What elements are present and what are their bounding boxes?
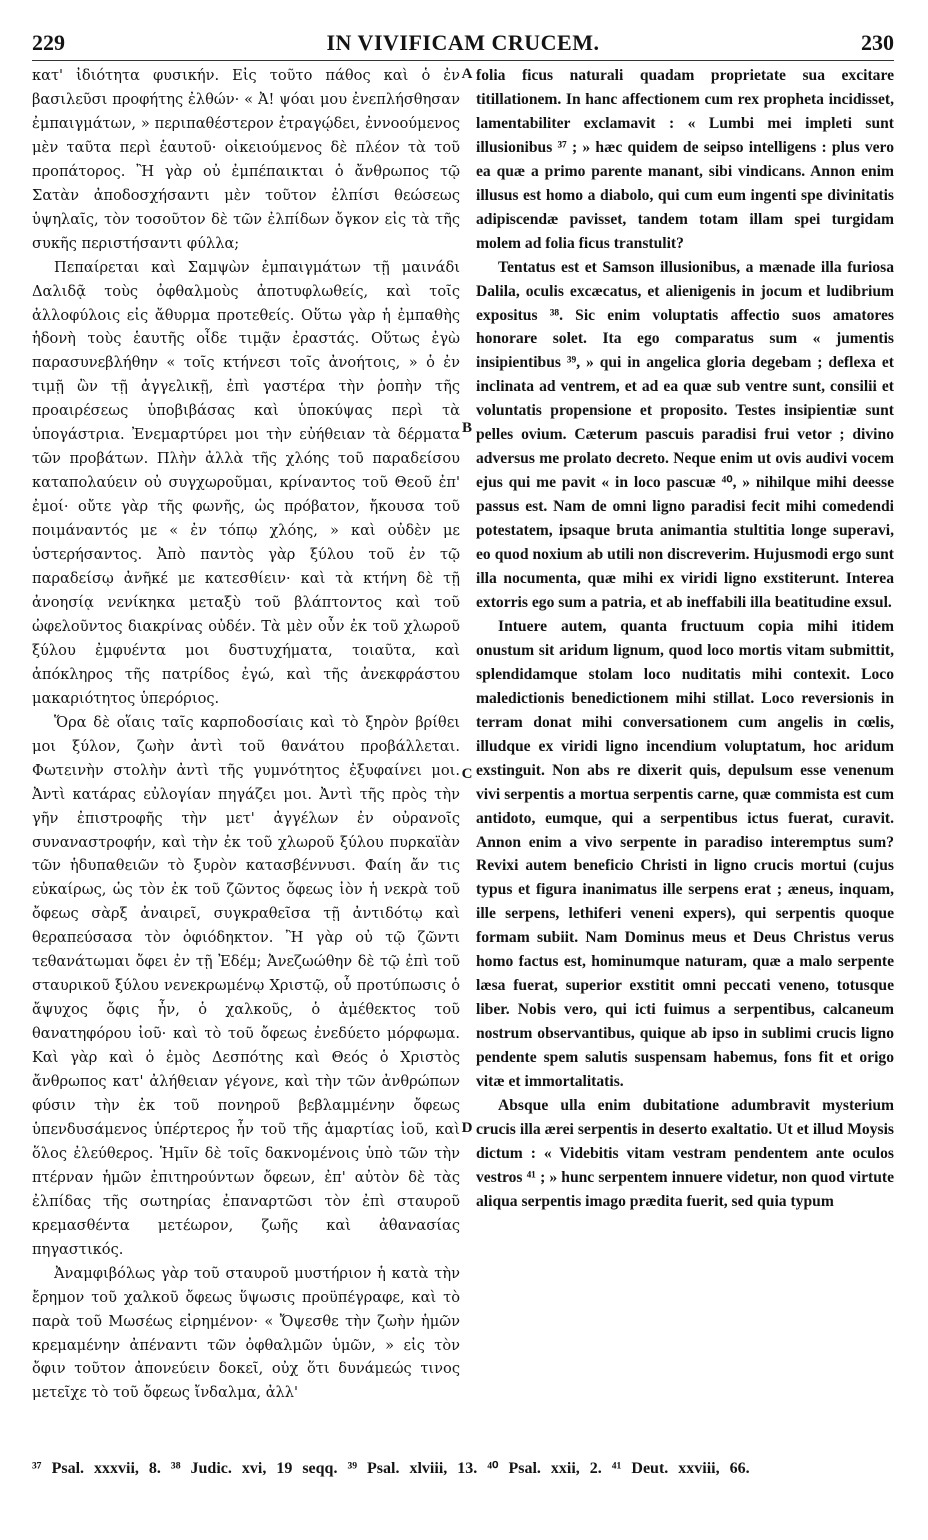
running-title: IN VIVIFICAM CRUCEM.	[326, 30, 600, 55]
running-header	[32, 30, 894, 58]
latin-paragraph: folia ficus naturali quadam proprietate sua excitare titillationem. In hanc affectionem cum rex propheta incidisset, lamentabiliter exclamavit : « Lumbi mei impleti sunt illusionibus ³⁷ ; » hæc quidem de seipso intelligens : plus vero ea quæ a primo parente manant, sibi vindicans. Annon enim illusus est homo a diabolo, qui cum eum ingenti spe divinitatis adipiscendæ pavisset, tandem totam illam spei turgidam molem ad folia ficus transtulit?	[476, 67, 894, 252]
footnotes: ³⁷ Psal. xxxvii, 8. ³⁸ Judic. xvi, 19 seqq. ³⁹ Psal. xlviii, 13. ⁴⁰ Psal. xxii, 2. ⁴¹ Deut. xxviii, 66.	[32, 1460, 750, 1477]
page-number-left: 229	[32, 30, 65, 55]
latin-paragraph: Tentatus est et Samson illusionibus, a mænade illa furiosa Dalila, oculis excæcatus, et alienigenis in jocum et ludibrium expositus ³⁸. Sic enim voluptatis affectio suos amatores honorare solet. Ita ego comparatus sum « jumentis insipientibus ³⁹, » qui in angelica gloria degebam ; deflexa et inclinata ad ventrem, et ad ea quæ sub ventre sunt, consilii et voluntatis propensione et proposito. Testes insipientiæ sunt pelles ovium. Cæterum pascuis paradisi frui vetor ; divino adversus me prolato decreto. Neque enim ut ovis audivi vocem ejus qui me pavit « in loco pascuæ ⁴⁰, » nihilque mihi deesse passus est. Nam de omni ligno paradisi fecit mihi comedendi potestatem, ipsaque bruta animantia stultitia longe superavi, eo quod noxium ab utili non discreverim. Hujusmodi ergo sunt illa nocumenta, quæ mihi ex viridi ligno exstiterunt. Interea extorris ego sum a patria, et ab ineffabili illa beatitudine exsul.	[476, 258, 894, 611]
section-marker-b: B	[461, 420, 472, 436]
section-marker-c: C	[461, 766, 473, 782]
greek-paragraph: Ἀναμφιβόλως γὰρ τοῦ σταυροῦ μυστήριον ἡ κατὰ τὴν ἔρημον τοῦ χαλκοῦ ὄφεως ὕψωσις προϋπέγραφε, καὶ τὸ παρὰ τοῦ Μωσέως εἰρημένον· « Ὄψεσθε τὴν ζωὴν ἡμῶν κρεμαμένην ἀπέναντι τῶν ὀφθαλμῶν ὑμῶν, » εἰς τὸν ὄφιν τοῦτον ἀπονεύειν δοκεῖ, οὐχ ὅτι δυνάμεώς τινος μετεῖχε τὸ τοῦ ὄφεως ἴνδαλμα, ἀλλ'	[32, 1264, 460, 1402]
page-number-right: 230	[861, 30, 894, 55]
latin-paragraph: Intuere autem, quanta fructuum copia mihi itidem onustum sit aridum lignum, quod loco mortis vitam submittit, splendidamque stolam loco nuditatis mihi contexit. Loco maledictionis benedictionem mihi stillat. Loco reversionis in terram donat mihi conversationem cum angelis in cœlis, illudque ex viridi ligno incendium voluptatum, hoc aridum exstinguit. Non abs re dixerit quis, depulsum esse venenum vivi serpentis a mortua serpentis carne, quæ commista est cum antidoto, eumque, qui a serpentibus ictus fuerat, curavit. Annon enim a vivo serpente in paradiso interemptus sum? Revixi autem beneficio Christi in ligno crucis mortui (cujus typus et figura inanimatus ille serpens erat ; æneus, inquam, ille serpens, lethiferi veneni expers), qui serpentis quoque formam subiit. Nam Dominus meus et Deus Christus verus homo factus est, hominumque naturam, quæ a malo serpente læsa fuerat, superior exstitit omni peccati veneno, totusque liber. Nobis vero, qui icti fuimus a serpentibus, calcaneum nostrum observantibus, quique ab ipso in sublimi crucis ligno pendente spem salutis suspensam habemus, fons fit et origo vitæ et immortalitatis.	[476, 617, 894, 1091]
latin-paragraph: Absque ulla enim dubitatione adumbravit mysterium crucis illa ærei serpentis in deserto exaltatio. Ut et illud Moysis dictum : « Videbitis vitam vestram pendentem ante oculos vestros ⁴¹ ; » hunc serpentem innuere videtur, non quod virtute aliqua serpentis imago prædita fuerit, sed quia typum	[476, 1096, 894, 1210]
section-marker-d: D	[461, 1120, 473, 1136]
section-marker-a: A	[461, 66, 473, 82]
greek-paragraph: Πεπαίρεται καὶ Σαμψὼν ἐμπαιγμάτων τῇ μαινάδι Δαλιδᾷ τοὺς ὀφθαλμοὺς ἀποτυφλωθείς, καὶ τοῖς ἀλλοφύλοις εἰς ἄθυρμα προτεθείς. Οὕτω γὰρ ἡ ἐμπαθὴς ἡδονὴ τοὺς ἑαυτῆς οἶδε τιμᾷν ἐραστάς. Οὕτως ἐγὼ παρασυνεβλήθην « τοῖς κτήνεσι τοῖς ἀνοήτοις, » ὁ ἐν τιμῇ ὢν τῇ ἀγγελικῇ, ἐπὶ γαστέρα τὴν ῥοπὴν τῆς προαιρέσεως ὑποβιβάσας καὶ ὑποκύψας περὶ τὰ ὑπογάστρια. Ἐνεμαρτύρει μοι τὴν εὐήθειαν τὰ δέρματα τῶν προβάτων. Πλὴν ἀλλὰ τῆς χλόης τοῦ παραδείσου καταπολαύειν οὐ συγχωροῦμαι, κρίναντος τοῦ Θεοῦ ἐπ' ἐμοί· οὔτε γὰρ τῆς φωνῆς, ὡς πρόβατον, ἤκουσα τοῦ ποιμάναντός με « ἐν τόπῳ χλόης, » καὶ οὐδὲν με ὑστερήσαντος. Ἀπὸ παντὸς γὰρ ξύλου τοῦ ἐν τῷ παραδείσῳ ἀνῆκέ με κατεσθίειν· καὶ τὰ κτήνη δὲ τῇ ἀνοησίᾳ νενίκηκα μεταξὺ τοῦ βλάπτοντος καὶ τοῦ ὠφελοῦντος διακρίνας οὐδέν. Τὰ μὲν οὖν ἐκ τοῦ χλωροῦ ξύλου ἐμφυέντα μοι δυστυχήματα, τοιαῦτα, καὶ ἀπόκληρος τῆς πατρίδος ἐγώ, καὶ τῆς ἀνεκφράστου μακαριότητος ὑπερόριος.	[32, 258, 460, 707]
header-rule	[32, 60, 894, 61]
greek-paragraph: Ὅρα δὲ οἵαις ταῖς καρποδοσίαις καὶ τὸ ξηρὸν βρίθει μοι ξύλον, ζωὴν ἀντὶ τοῦ θανάτου προβάλλεται. Φωτεινὴν στολὴν ἀντὶ τῆς γυμνότητος ἐξυφαίνει μοι. Ἀντὶ κατάρας εὐλογίαν πηγάζει μοι. Ἀντὶ τῆς πρὸς τὴν γῆν ἐπιστροφῆς τὴν μετ' ἀγγέλων ἐν οὐρανοῖς συναναστροφήν, καὶ τὴν ἐκ τοῦ χλωροῦ ξύλου πυρκαϊὰν τῶν ἡδυπαθειῶν τὸ ξυρὸν κατασβέννυσι. Φαίη ἄν τις εὐκαίρως, ὡς τὸν ἐκ τοῦ ζῶντος ὄφεως ἰὸν ἡ νεκρὰ τοῦ ὄφεως σὰρξ ἀναιρεῖ, συγκραθεῖσα τῇ ἀντιδότῳ καὶ θεραπεύσασα τὸν ὀφιόδηκτον. Ἢ γὰρ οὐ τῷ ζῶντι τεθανάτωμαι ὄφει ἐν τῇ Ἐδέμ; Ἀνεζωώθην δὲ τῷ ἐπὶ τοῦ σταυρικοῦ ξύλου νενεκρωμένῳ Χριστῷ, οὗ προτύπωσις ὁ ἄψυχος ὄφις ἦν, ὁ χαλκοῦς, ὁ ἀμέθεκτος τοῦ θανατηφόρου ἰοῦ· καὶ τὸ τοῦ ὄφεως ἐνεδύετο μόρφωμα. Καὶ γὰρ καὶ ὁ ἐμὸς Δεσπότης καὶ Θεός ὁ Χριστὸς ἄνθρωπος κατ' ἀλήθειαν γέγονε, καὶ τὴν τῶν ἀνθρώπων φύσιν τὴν ἐκ τοῦ πονηροῦ βεβλαμμένην ὄφεως ὑπενδυσάμενος ὑπέρτερος ἦν τοῦ τῆς ἁμαρτίας ἰοῦ, καὶ ὅλος ἐλεύθερος. Ἡμῖν δὲ τοῖς δακνομένοις ὑπὸ τῶν τὴν πτέρναν ἡμῶν ἐπιτηρούντων ὄφεων, ἐπ' αὐτὸν δὲ τὰς ἐλπίδας τῆς σωτηρίας ἐπαναρτῶσι τὸν ἐπὶ σταυροῦ κρεμασθέντα μετέωρον, ζωῆς καὶ ἀθανασίας πηγαστικός.	[32, 713, 460, 1258]
greek-paragraph: κατ' ἰδιότητα φυσικήν. Εἰς τοῦτο πάθος καὶ ὁ ἐν βασιλεῦσι προφήτης ἐλθών· « Ἀ! ψόαι μου ἐνεπλήσθησαν ἐμπαιγμάτων, » περιπαθέστερον ἐτραγῴδει, ἐννοούμενος μὲν ταῦτα περὶ ἑαυτοῦ· οἰκειούμενος δὲ πλέον τὰ τοῦ προπάτορος. Ἢ γὰρ οὐ ἐμπέπαικται ὁ ἄνθρωπος τῷ Σατὰν ἀποδοσχήσαντι μὲν τοῦτον ἐλπίσι θεώσεως ὑψηλαῖς, τὸν τοσοῦτον δὲ τῶν ἐλπίδων ὄγκον εἰς τὰ τῆς συκῆς περιστήσαντι φύλλα;	[32, 67, 460, 252]
latin-column	[476, 64, 894, 1446]
greek-column	[32, 64, 460, 1446]
